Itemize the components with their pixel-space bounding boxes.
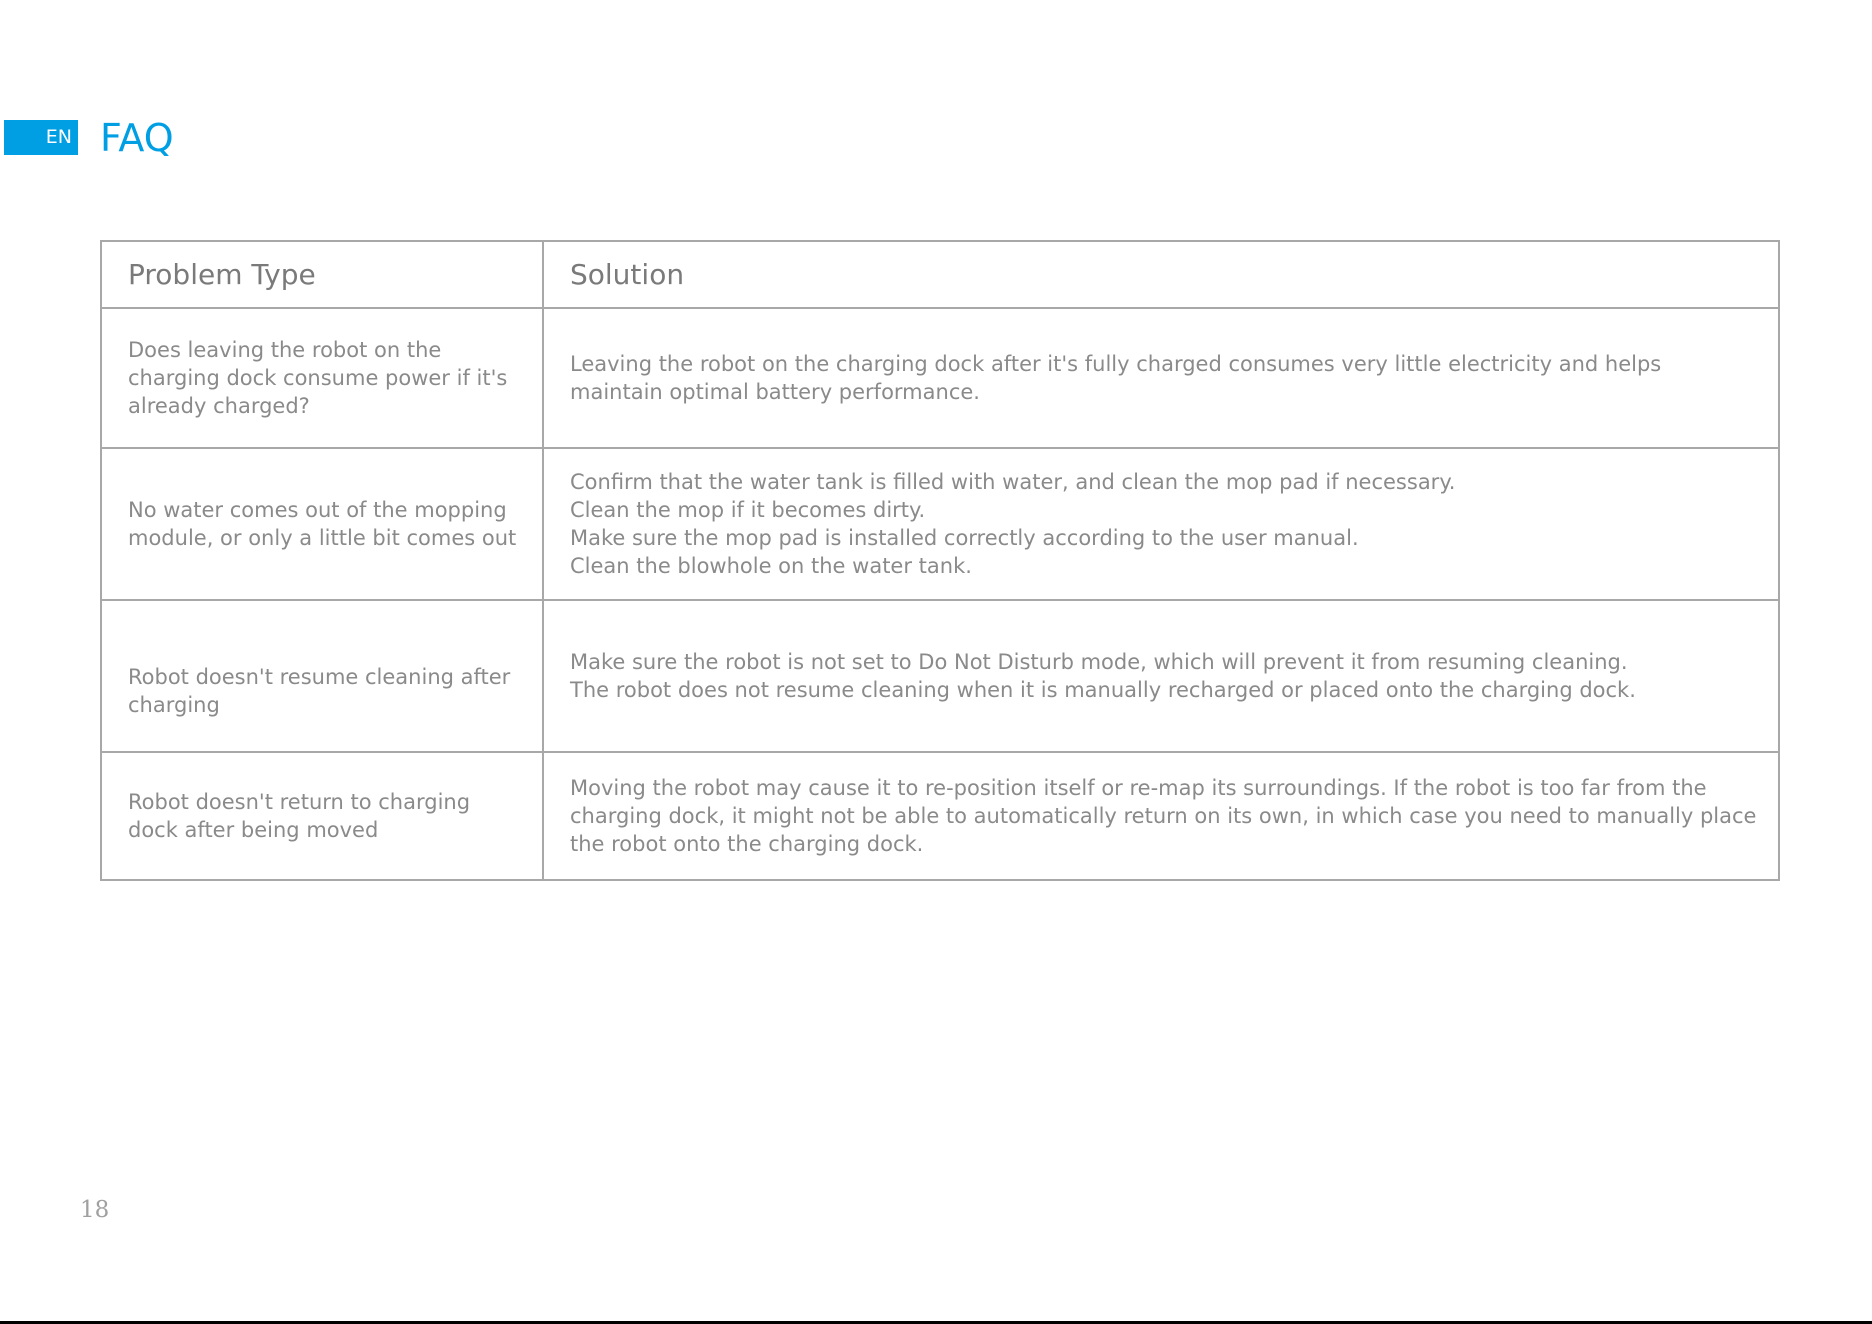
header-problem-type: Problem Type (101, 241, 543, 308)
problem-cell: No water comes out of the mopping module, or only a little bit comes out (101, 448, 543, 600)
problem-cell: Robot doesn't resume cleaning after charging (101, 600, 543, 752)
language-badge: EN (4, 120, 78, 155)
page-number: 18 (80, 1197, 110, 1223)
solution-cell (543, 600, 1779, 752)
table-header-row (101, 241, 1779, 308)
solution-line: Clean the blowhole on the water tank. (570, 554, 972, 578)
solution-line: Make sure the robot is not set to Do Not Disturb mode, which will prevent it from resuming cleaning. (570, 650, 1628, 674)
solution-cell (543, 448, 1779, 600)
table-row (101, 752, 1779, 880)
solution-cell (543, 752, 1779, 880)
solution-line: Make sure the mop pad is installed correctly according to the user manual. (570, 526, 1359, 550)
header-solution: Solution (543, 241, 1779, 308)
solution-cell (543, 308, 1779, 448)
table-row (101, 600, 1779, 752)
problem-cell: Robot doesn't return to charging dock after being moved (101, 752, 543, 880)
solution-line: Clean the mop if it becomes dirty. (570, 498, 926, 522)
table-row (101, 308, 1779, 448)
solution-line: Moving the robot may cause it to re-position itself or re-map its surroundings. If the robot is too far from the charging dock, it might not be able to automatically return on its own, in which case you need to manually place the robot onto the charging dock. (570, 776, 1757, 856)
solution-line: Leaving the robot on the charging dock after it's fully charged consumes very little electricity and helps maintain optimal battery performance. (570, 352, 1662, 404)
faq-table (100, 240, 1780, 881)
table-row (101, 448, 1779, 600)
solution-line: Confirm that the water tank is filled with water, and clean the mop pad if necessary. (570, 470, 1456, 494)
page-title: FAQ (100, 116, 174, 160)
solution-line: The robot does not resume cleaning when it is manually recharged or placed onto the charging dock. (570, 678, 1636, 702)
problem-cell: Does leaving the robot on the charging dock consume power if it's already charged? (101, 308, 543, 448)
